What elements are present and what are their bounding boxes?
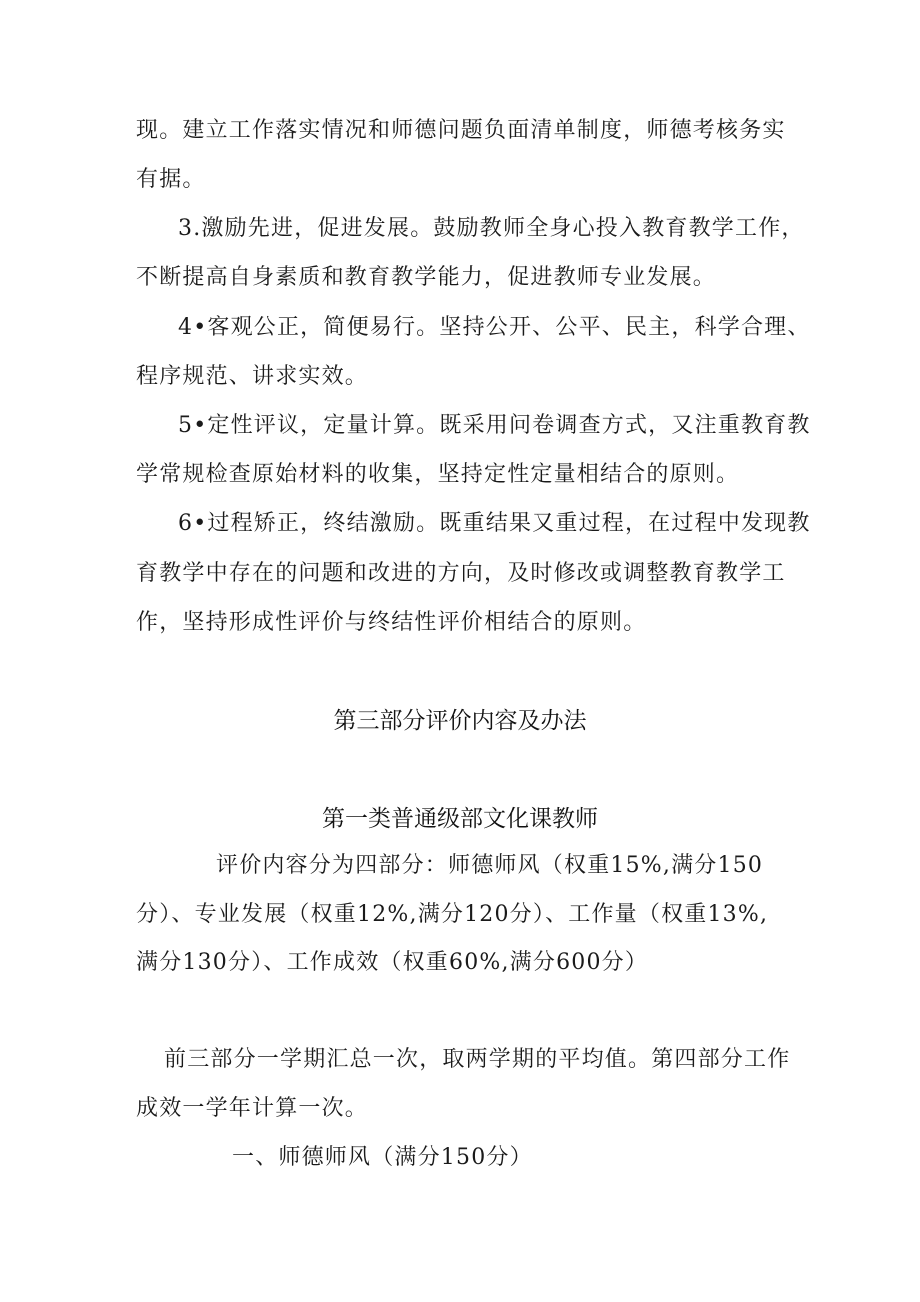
text-line: 5•定性评议，定量计算。既采用问卷调查方式，又注重教育教 [178, 413, 811, 438]
item-heading: 一、师德师风（满分150分） [232, 1145, 533, 1170]
section-title: 第三部分评价内容及办法 [333, 708, 587, 734]
text-line: 评价内容分为四部分：师德师风（权重15%,满分150 [216, 853, 764, 878]
text-line: 6•过程矫正，终结激励。既重结果又重过程，在过程中发现教 [178, 511, 811, 536]
text-line: 分）、专业发展（权重12%,满分120分）、工作量（权重13%, [136, 902, 769, 927]
text-line: 有据。 [136, 167, 206, 192]
text-line: 程序规范、讲求实效。 [136, 364, 369, 389]
subsection-title: 第一类普通级部文化课教师 [322, 806, 598, 832]
text-line: 育教学中存在的问题和改进的方向，及时修改或调整教育教学工 [136, 561, 786, 586]
text-line: 现。建立工作落实情况和师德问题负面清单制度，师德考核务实 [136, 118, 786, 143]
text-line: 前三部分一学期汇总一次，取两学期的平均值。第四部分工作 [164, 1047, 791, 1072]
text-line: 3.激励先进，促进发展。鼓励教师全身心投入教育教学工作， [178, 216, 805, 241]
text-line: 学常规检查原始材料的收集，坚持定性定量相结合的原则。 [136, 462, 740, 487]
text-line: 成效一学年计算一次。 [136, 1096, 369, 1121]
text-line: 满分130分）、工作成效（权重60%,满分600分） [136, 950, 649, 975]
text-line: 4•客观公正，简便易行。坚持公开、公平、民主，科学合理、 [178, 315, 811, 340]
text-line: 作，坚持形成性评价与终结性评价相结合的原则。 [136, 610, 647, 635]
text-line: 不断提高自身素质和教育教学能力，促进教师专业发展。 [136, 265, 717, 290]
